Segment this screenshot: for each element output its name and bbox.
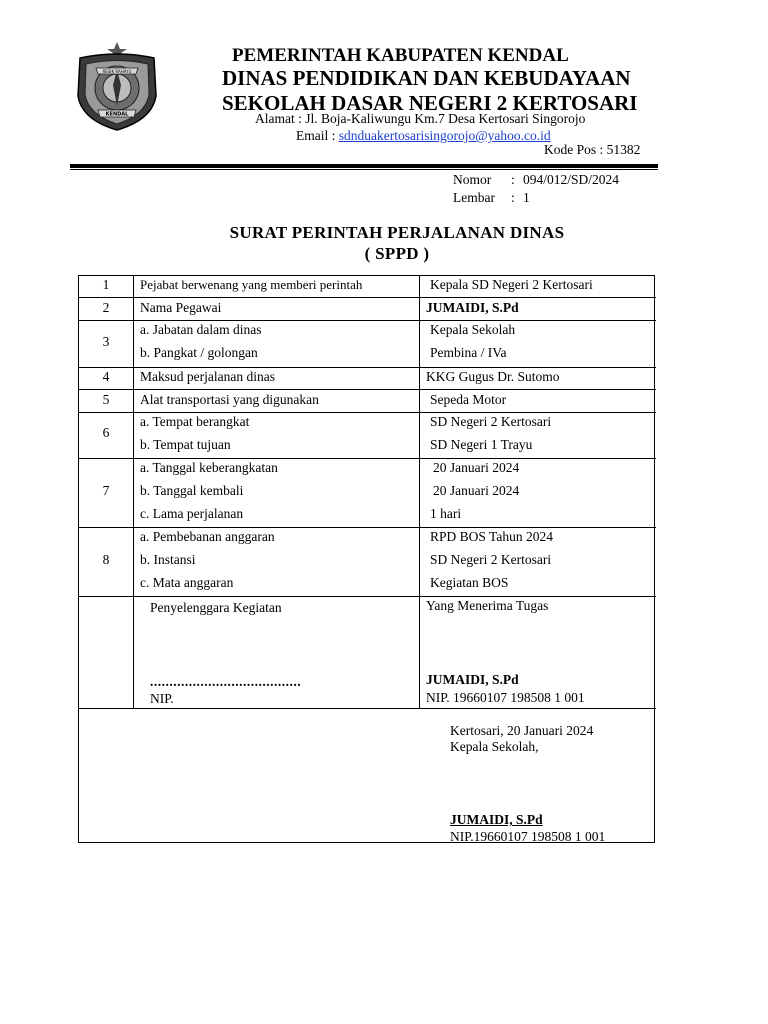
row-label: b. Pangkat / golongan (140, 345, 258, 360)
row-number: 1 (102, 277, 110, 292)
row-value: 1 hari (430, 506, 462, 521)
government-name: PEMERINTAH KABUPATEN KENDAL (232, 45, 569, 66)
row-value: Kepala Sekolah (430, 322, 516, 337)
recipient-nip: NIP. 19660107 198508 1 001 (426, 690, 585, 705)
column-divider (419, 276, 420, 708)
sheet-number: Lembar : 1 (453, 190, 530, 205)
letter-number: Nomor : 094/012/SD/2024 (453, 172, 620, 187)
signer-name: JUMAIDI, S.Pd (450, 812, 543, 827)
postal-code: Kode Pos : 51382 (544, 142, 641, 157)
row-value: Sepeda Motor (430, 392, 507, 407)
recipient-title: Yang Menerima Tugas (426, 598, 549, 613)
sppd-table (78, 275, 655, 843)
row-divider (79, 458, 656, 459)
row-number: 2 (102, 300, 110, 315)
row-label: Nama Pegawai (140, 300, 222, 315)
row-divider (79, 320, 656, 321)
school-address: Alamat : Jl. Boja-Kaliwungu Km.7 Desa Kertosari Singorojo (255, 111, 586, 126)
row-number: 5 (102, 392, 110, 407)
kendal-regency-logo (74, 40, 160, 132)
row-label: b. Tanggal kembali (140, 483, 244, 498)
row-label: a. Pembebanan anggaran (140, 529, 275, 544)
row-value: Kegiatan BOS (430, 575, 509, 590)
svg-text:KENDAL: KENDAL (105, 111, 129, 118)
row-value: SD Negeri 1 Trayu (430, 437, 533, 452)
email-link[interactable]: sdnduakertosarisingorojo@yahoo.co.id (338, 128, 551, 143)
row-label: a. Tanggal keberangkatan (140, 460, 278, 475)
row-value: KKG Gugus Dr. Sutomo (426, 369, 560, 384)
row-value: 20 Januari 2024 (433, 460, 520, 475)
signer-nip: NIP.19660107 198508 1 001 (450, 829, 606, 844)
organizer-signature-line: ....................................... (150, 674, 302, 689)
row-label: b. Tempat tujuan (140, 437, 231, 452)
row-divider (79, 412, 656, 413)
row-number: 7 (102, 483, 110, 498)
letterhead-rule-thin (70, 169, 658, 170)
row-label: b. Instansi (140, 552, 196, 567)
row-divider (79, 367, 656, 368)
svg-text:RESIK RAHAYU: RESIK RAHAYU (102, 69, 132, 74)
row-value: Kepala SD Negeri 2 Kertosari (430, 277, 593, 292)
row-label: Maksud perjalanan dinas (140, 369, 275, 384)
recipient-name: JUMAIDI, S.Pd (426, 672, 519, 687)
row-label: Alat transportasi yang digunakan (140, 392, 319, 407)
row-number: 4 (102, 369, 110, 384)
signer-position: Kepala Sekolah, (450, 739, 539, 754)
row-divider (79, 708, 656, 709)
row-label: c. Mata anggaran (140, 575, 234, 590)
school-name: SEKOLAH DASAR NEGERI 2 KERTOSARI (222, 91, 638, 115)
document-subtitle: ( SPPD ) (364, 244, 430, 263)
row-divider (79, 596, 656, 597)
column-divider (133, 276, 134, 708)
row-value: JUMAIDI, S.Pd (426, 300, 519, 315)
row-divider (79, 297, 656, 298)
row-label: Pejabat berwenang yang memberi perintah (140, 277, 363, 292)
row-value: RPD BOS Tahun 2024 (430, 529, 553, 544)
row-value: SD Negeri 2 Kertosari (430, 414, 552, 429)
organizer-title: Penyelenggara Kegiatan (150, 600, 282, 615)
row-label: a. Tempat berangkat (140, 414, 250, 429)
email-line: Email : sdnduakertosarisingorojo@yahoo.co.id (296, 128, 551, 143)
row-number: 3 (102, 334, 110, 349)
row-value: 20 Januari 2024 (433, 483, 520, 498)
row-label: a. Jabatan dalam dinas (140, 322, 262, 337)
row-value: SD Negeri 2 Kertosari (430, 552, 552, 567)
document-title: SURAT PERINTAH PERJALANAN DINAS (229, 223, 565, 242)
row-number: 8 (102, 552, 110, 567)
row-divider (79, 389, 656, 390)
row-label: c. Lama perjalanan (140, 506, 244, 521)
organizer-nip: NIP. (150, 691, 174, 706)
row-value: Pembina / IVa (430, 345, 507, 360)
department-name: DINAS PENDIDIKAN DAN KEBUDAYAAN (222, 66, 631, 90)
place-date: Kertosari, 20 Januari 2024 (450, 723, 594, 738)
letterhead-rule-thick (70, 164, 658, 168)
row-divider (79, 527, 656, 528)
row-number: 6 (102, 425, 110, 440)
